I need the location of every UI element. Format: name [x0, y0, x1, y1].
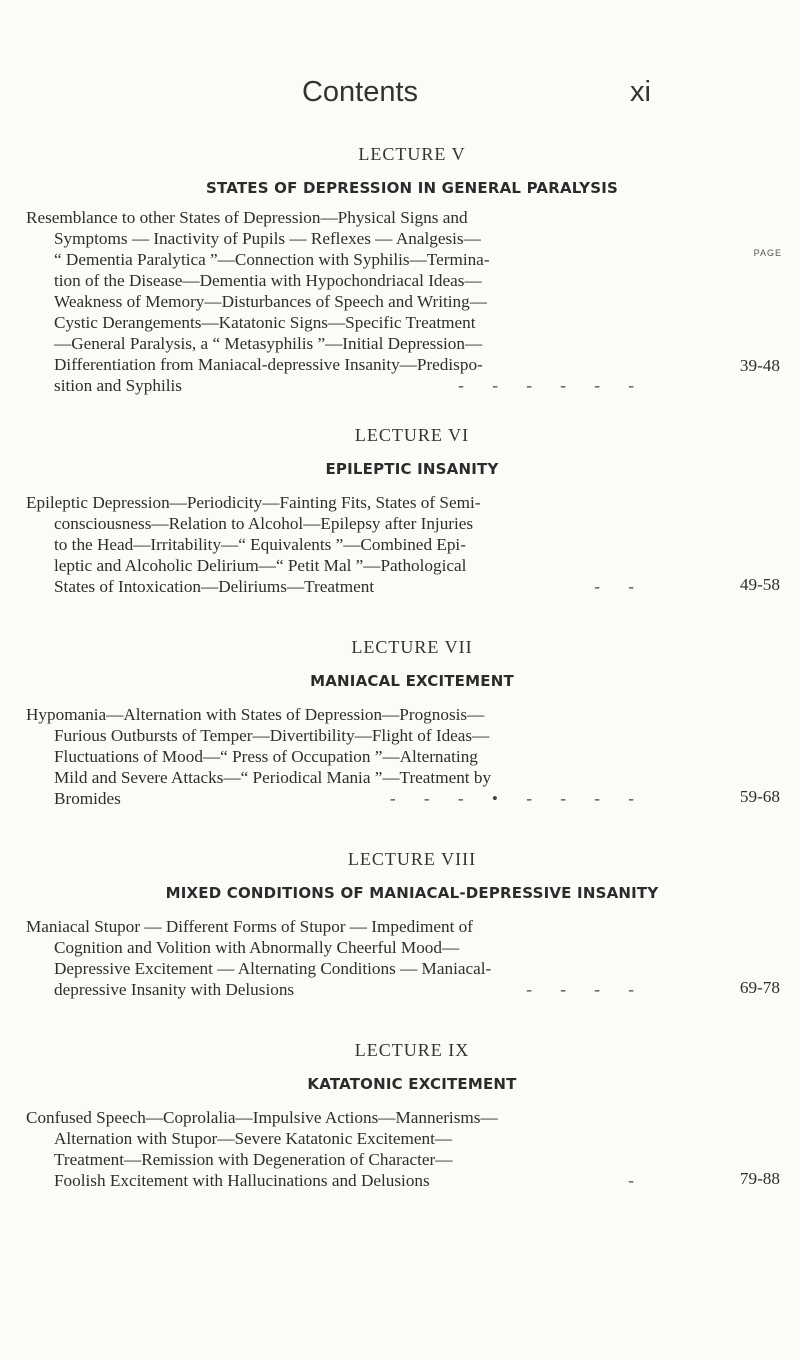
- synopsis-line: Differentiation from Maniacal-depressive Insanity—Predispo-: [54, 355, 483, 374]
- lecture-title: EPILEPTIC INSANITY: [325, 460, 499, 478]
- synopsis-line: Treatment—Remission with Degeneration of Character—: [54, 1150, 453, 1169]
- synopsis-line: leptic and Alcoholic Delirium—“ Petit Mal ”—Pathological: [54, 556, 467, 575]
- lecture-entry-6: [26, 425, 780, 597]
- lecture-title: MIXED CONDITIONS OF MANIACAL-DEPRESSIVE INSANITY: [165, 884, 659, 902]
- lecture-entry-9: [26, 1040, 780, 1191]
- running-header: [0, 62, 800, 122]
- lecture-synopsis: [26, 492, 652, 597]
- synopsis-line: to the Head—Irritability—“ Equivalents ”—Combined Epi-: [54, 535, 466, 554]
- lecture-entry-8: [26, 849, 780, 1000]
- synopsis-last-line: [26, 788, 652, 809]
- lecture-synopsis: [26, 916, 652, 1000]
- synopsis-line: States of Intoxication—Deliriums—Treatment: [54, 577, 375, 596]
- synopsis-line: Resemblance to other States of Depression—Physical Signs and: [26, 208, 468, 227]
- synopsis-line: Cognition and Volition with Abnormally Cheerful Mood—: [54, 938, 460, 957]
- running-header-title: Contents: [301, 76, 419, 108]
- page-range: 79-88: [739, 1169, 780, 1188]
- synopsis-line: —General Paralysis, a “ Metasyphilis ”—Initial Depression—: [54, 334, 483, 353]
- synopsis-line: sition and Syphilis: [54, 376, 182, 395]
- dot-leader: - -: [594, 577, 646, 596]
- synopsis-line: consciousness—Relation to Alcohol—Epilepsy after Injuries: [54, 514, 474, 533]
- page-range: 69-78: [739, 978, 780, 997]
- synopsis-line: depressive Insanity with Delusions: [54, 980, 295, 999]
- page-range: 59-68: [739, 787, 780, 806]
- synopsis-last-line: [26, 576, 652, 597]
- lecture-synopsis: [26, 704, 652, 809]
- dot-leader: - - - - - -: [458, 376, 646, 395]
- synopsis-line: Maniacal Stupor — Different Forms of Stupor — Impediment of: [26, 917, 473, 936]
- synopsis-line: Alternation with Stupor—Severe Katatonic Excitement—: [54, 1129, 453, 1148]
- lecture-number: LECTURE IX: [354, 1040, 470, 1060]
- synopsis-line: “ Dementia Paralytica ”—Connection with Syphilis—Termina-: [54, 250, 490, 269]
- synopsis-line: Furious Outbursts of Temper—Divertibility—Flight of Ideas—: [54, 726, 490, 745]
- page-range: 39-48: [739, 356, 780, 375]
- synopsis-line: Weakness of Memory—Disturbances of Speech and Writing—: [54, 292, 487, 311]
- lecture-entry-7: [26, 637, 780, 809]
- lecture-number: LECTURE V: [358, 144, 466, 164]
- lecture-number: LECTURE VII: [351, 637, 473, 657]
- synopsis-last-line: [26, 375, 652, 396]
- synopsis-line: Depressive Excitement — Alternating Conditions — Maniacal-: [54, 959, 492, 978]
- synopsis-line: Hypomania—Alternation with States of Depression—Prognosis—: [26, 705, 485, 724]
- synopsis-line: Bromides: [54, 789, 121, 808]
- lecture-synopsis: [26, 207, 652, 396]
- synopsis-line: Foolish Excitement with Hallucinations and Delusions: [54, 1171, 430, 1190]
- dot-leader: - - - -: [526, 980, 646, 999]
- lecture-title: STATES OF DEPRESSION IN GENERAL PARALYSIS: [205, 179, 619, 197]
- page-range: 49-58: [739, 575, 780, 594]
- lecture-number: LECTURE VIII: [347, 849, 477, 869]
- lecture-title: MANIACAL EXCITEMENT: [310, 672, 514, 690]
- page-folio: xi: [630, 76, 651, 108]
- dot-leader: - - - • - - - -: [389, 789, 646, 808]
- synopsis-last-line: [26, 1170, 652, 1191]
- lecture-number: LECTURE VI: [354, 425, 470, 445]
- synopsis-line: Cystic Derangements—Katatonic Signs—Specific Treatment: [54, 313, 476, 332]
- page-column-label: PAGE: [753, 248, 782, 258]
- synopsis-line: Epileptic Depression—Periodicity—Fainting Fits, States of Semi-: [26, 493, 481, 512]
- synopsis-line: Mild and Severe Attacks—“ Periodical Mania ”—Treatment by: [54, 768, 492, 787]
- lecture-title: KATATONIC EXCITEMENT: [307, 1075, 517, 1093]
- lecture-synopsis: [26, 1107, 652, 1191]
- lecture-entry-5: [26, 144, 780, 396]
- synopsis-line: Symptoms — Inactivity of Pupils — Reflexes — Analgesis—: [54, 229, 481, 248]
- dot-leader: -: [628, 1171, 646, 1190]
- synopsis-line: Fluctuations of Mood—“ Press of Occupation ”—Alternating: [54, 747, 478, 766]
- synopsis-line: tion of the Disease—Dementia with Hypochondriacal Ideas—: [54, 271, 482, 290]
- synopsis-last-line: [26, 979, 652, 1000]
- synopsis-line: Confused Speech—Coprolalia—Impulsive Actions—Mannerisms—: [26, 1108, 498, 1127]
